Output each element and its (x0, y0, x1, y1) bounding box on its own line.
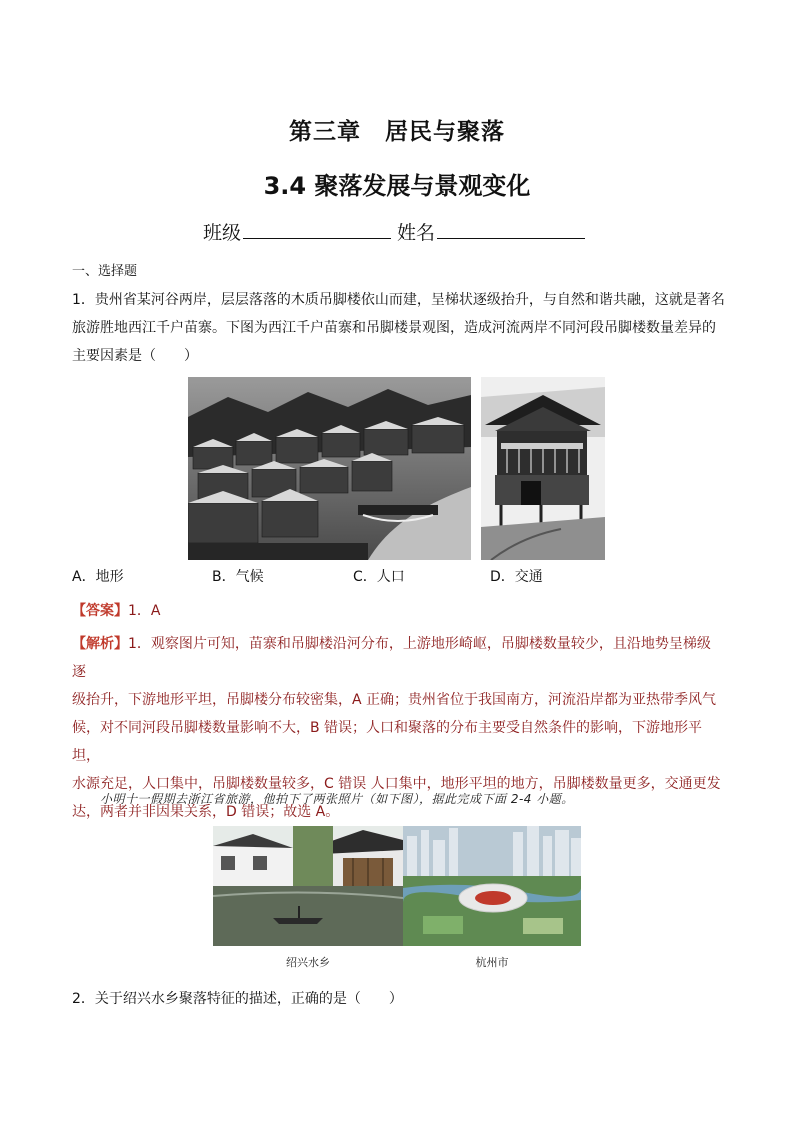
answer-tag: 【答案】 (72, 603, 128, 619)
hangzhou-photo (403, 826, 581, 946)
caption-hangzhou: 杭州市 (475, 956, 509, 969)
stilt-house-photo (481, 377, 605, 560)
name-label: 姓名 (397, 222, 436, 244)
shaoxing-photo (213, 826, 403, 946)
option-a[interactable]: A．地形 (72, 569, 124, 585)
analysis-line: 水源充足，人口集中，吊脚楼数量较多，C 错误 人口集中，地形平坦的地方，吊脚楼数量更多，交通更发 (72, 776, 721, 792)
miao-village-photo (188, 377, 471, 560)
hangzhou-image (403, 826, 581, 946)
analysis-line: 候，对不同河段吊脚楼数量影响不大，B 错误；人口和聚落的分布主要受自然条件的影响，下游地形平坦， (72, 720, 703, 764)
q1-stem-line: 旅游胜地西江千户苗寨。下图为西江千户苗寨和吊脚楼景观图，造成河流两岸不同河段吊脚楼数量差异的 (72, 320, 716, 336)
passage-note: 小明十一假期去浙江省旅游，他拍下了两张照片（如下图），据此完成下面 2-4 小题。 (100, 792, 574, 806)
answer-text: 1．A (128, 603, 161, 619)
caption-shaoxing: 绍兴水乡 (286, 956, 330, 969)
shaoxing-image (213, 826, 403, 946)
question-2-stem: 2．关于绍兴水乡聚落特征的描述，正确的是（ ） (72, 991, 403, 1007)
stilt-house-image (481, 377, 605, 560)
class-label: 班级 (202, 222, 241, 244)
option-b[interactable]: B．气候 (212, 569, 264, 585)
option-c[interactable]: C．人口 (353, 569, 405, 585)
class-blank (243, 220, 391, 239)
name-blank (437, 220, 585, 239)
section-title: 3.4 聚落发展与景观变化 (263, 172, 531, 200)
question-1-stem (72, 286, 732, 370)
chapter-title: 第三章 居民与聚落 (289, 119, 505, 145)
analysis-line: 级抬升，下游地形平坦，吊脚楼分布较密集，A 正确；贵州省位于我国南方，河流沿岸都为亚热带季风气 (72, 692, 717, 708)
q1-stem-line: 主要因素是（ ） (72, 348, 198, 364)
analysis-line: 1．观察图片可知，苗寨和吊脚楼沿河分布，上游地形崎岖，吊脚楼数量较少，且沿地势呈梯级逐 (72, 636, 711, 680)
option-d[interactable]: D．交通 (490, 569, 543, 585)
section-label: 一、选择题 (72, 264, 138, 279)
q1-answer (72, 597, 732, 625)
class-name-line (0, 218, 794, 245)
analysis-line: 达，两者并非因果关系，D 错误；故选 A。 (72, 804, 340, 820)
q1-stem-line: 1．贵州省某河谷两岸，层层落落的木质吊脚楼依山而建，呈梯状逐级抬升，与自然和谐共融，这就是著名 (72, 292, 725, 308)
analysis-tag: 【解析】 (72, 636, 128, 652)
miao-village-image (188, 377, 471, 560)
